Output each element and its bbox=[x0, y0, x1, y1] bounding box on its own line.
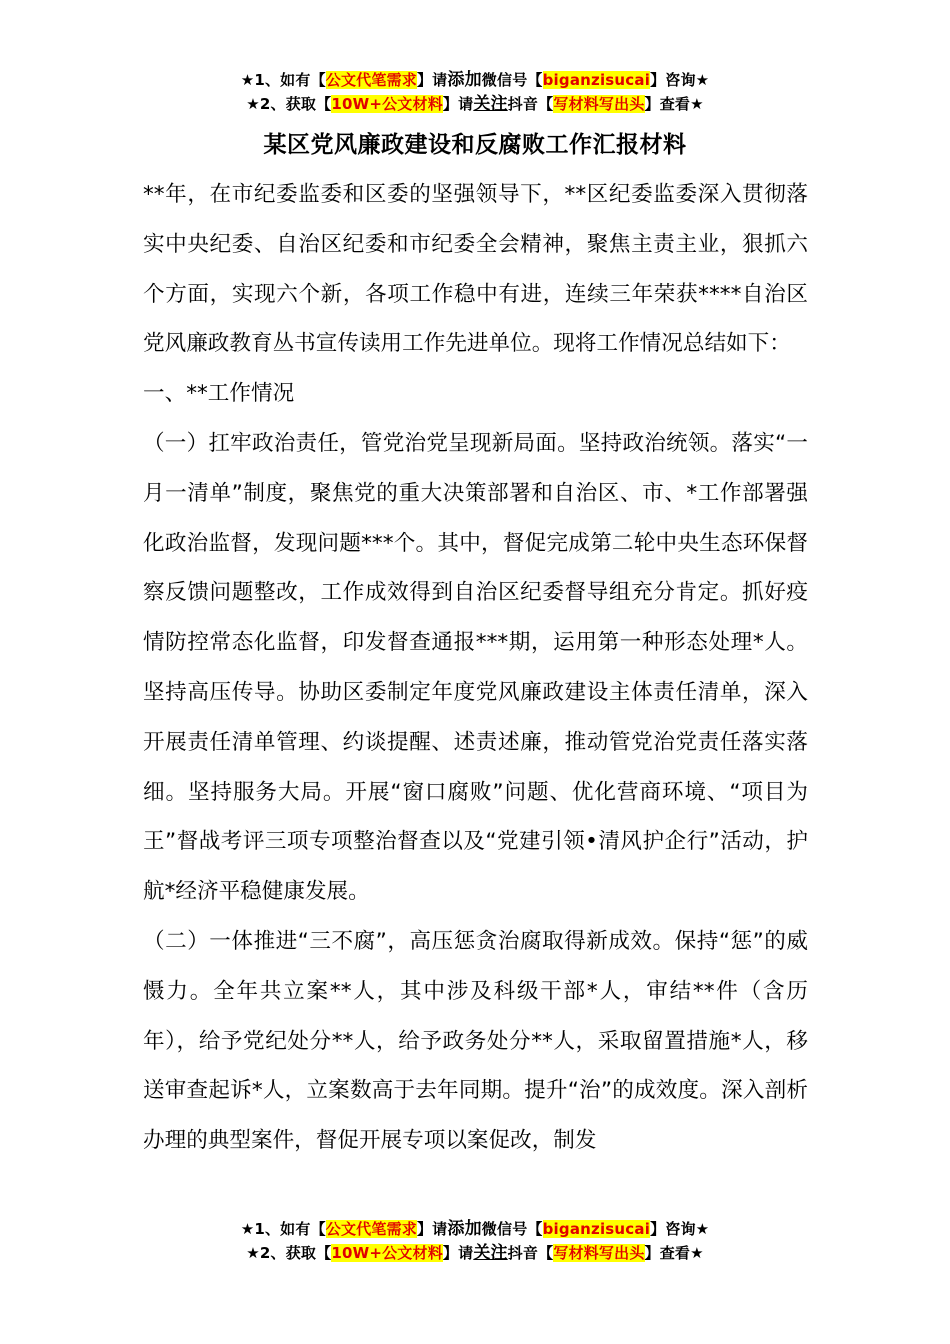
paragraph-political-responsibility: （一）扛牢政治责任，管党治党呈现新局面。坚持政治统领。落实“一月一清单”制度，聚焦党的重大决策部署和自治区、市、*工作部署强化政治监督，发现问题***个。其中，督促完成第二轮中央生态环保督察反馈问题整改，工作成效得到自治区纪委督导组充分肯定。抓好疫情防控常态化监督，印发督查通报***期，运用第一种形态处理*人。坚持高压传导。协助区委制定年度党风廉政建设主体责任清单，深入开展责任清单管理、约谈提醒、述责述廉，推动管党治党责任落实落细。坚持服务大局。开展“窗口腐败”问题、优化营商环境、“项目为王”督战考评三项专项整治督查以及“党建引领•清风护企行”活动，护航*经济平稳健康发展。 bbox=[143, 430, 808, 905]
promo-line-1: ★1、如有【公文代笔需求】请添加微信号【biganzisucai】咨询★ bbox=[240, 1219, 710, 1239]
promo-douyin-id: 写材料写出头 bbox=[553, 95, 645, 113]
promo-highlight: 10W+公文材料 bbox=[331, 95, 443, 113]
bottom-promo-banner bbox=[0, 1217, 950, 1265]
paragraph-intro: **年，在市纪委监委和区委的坚强领导下，**区纪委监委深入贯彻落实中央纪委、自治区纪委和市纪委全会精神，聚焦主责主业，狠抓六个方面，实现六个新，各项工作稳中有进，连续三年荣获****自治区党风廉政教育丛书宣传读用工作先进单位。现将工作情况总结如下： bbox=[143, 182, 808, 357]
paragraph-anti-corruption: （二）一体推进“三不腐”，高压惩贪治腐取得新成效。保持“惩”的威慑力。全年共立案**人，其中涉及科级干部*人，审结**件（含历年），给予党纪处分**人，给予政务处分**人，采取留置措施*人，移送审查起诉*人，立案数高于去年同期。提升“治”的成效度。深入剖析办理的典型案件，督促开展专项以案促改，制发 bbox=[143, 928, 808, 1154]
promo-highlight: 公文代笔需求 bbox=[325, 71, 417, 89]
promo-line-2: ★2、获取【10W+公文材料】请关注抖音【写材料写出头】查看★ bbox=[246, 94, 704, 114]
top-promo-banner bbox=[0, 68, 950, 116]
promo-line-2: ★2、获取【10W+公文材料】请关注抖音【写材料写出头】查看★ bbox=[246, 1243, 704, 1263]
section-heading: 一、**工作情况 bbox=[143, 381, 295, 407]
promo-highlight: 公文代笔需求 bbox=[325, 1220, 417, 1238]
promo-douyin-id: 写材料写出头 bbox=[553, 1244, 645, 1262]
promo-line-1: ★1、如有【公文代笔需求】请添加微信号【biganzisucai】咨询★ bbox=[240, 70, 710, 90]
promo-wechat-id: biganzisucai bbox=[542, 1220, 651, 1238]
document-title: 某区党风廉政建设和反腐败工作汇报材料 bbox=[263, 132, 687, 158]
document-body bbox=[143, 170, 808, 1166]
promo-wechat-id: biganzisucai bbox=[542, 71, 651, 89]
promo-highlight: 10W+公文材料 bbox=[331, 1244, 443, 1262]
